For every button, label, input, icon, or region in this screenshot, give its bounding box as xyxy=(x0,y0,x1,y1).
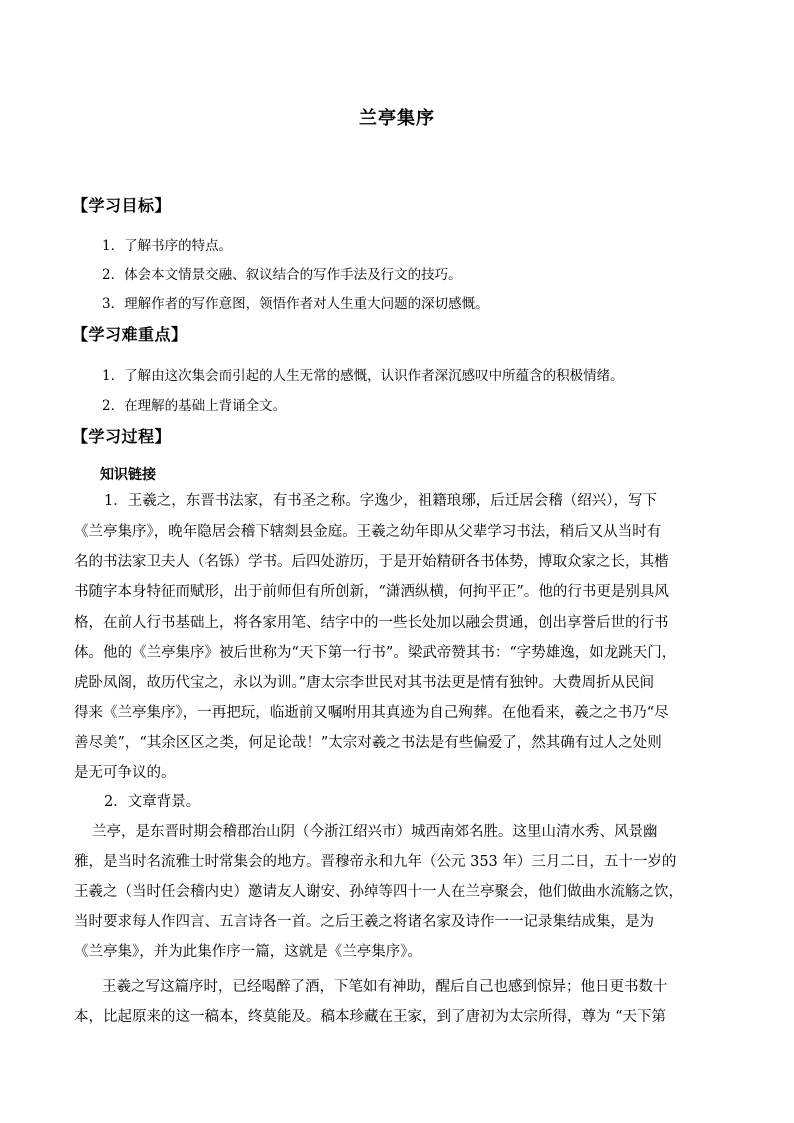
key-points-heading: 【学习难重点】 xyxy=(72,325,188,344)
key-point-item: 1．了解由这次集会而引起的人生无常的感慨，认识作者深沉感叹中所蕴含的积极情绪。 xyxy=(102,368,624,384)
background-label: 2．文章背景。 xyxy=(104,794,201,810)
process-heading: 【学习过程】 xyxy=(72,427,172,446)
knowledge-link-heading: 知识链接 xyxy=(100,467,156,483)
bio-line: 书随字本身特征而赋形，出于前师但有所创新，“潇洒纵横，何拘平正”。他的行书更是别具风 xyxy=(74,584,669,600)
page-title: 兰亭集序 xyxy=(359,108,435,129)
background-line: 兰亭，是东晋时期会稽郡治山阴（今浙江绍兴市）城西南郊名胜。这里山清水秀、风景幽 xyxy=(92,824,658,840)
bio-line: 虎卧凤阁，故历代宝之，永以为训。”唐太宗李世民对其书法更是情有独钟。大费周折从民间 xyxy=(74,675,655,691)
writing-line: 王羲之写这篇序时，已经喝醉了酒，下笔如有神助，醒后自己也感到惊异；他日更书数十 xyxy=(102,979,668,995)
objective-item: 3．理解作者的写作意图，领悟作者对人生重大问题的深切感慨。 xyxy=(102,296,489,312)
background-line: 雅，是当时名流雅士时常集会的地方。晋穆帝永和九年（公元 353 年）三月二日，五十一岁的 xyxy=(74,854,677,870)
bio-line: 1．王羲之，东晋书法家，有书圣之称。字逸少，祖籍琅琊，后迁居会稽（绍兴），写下 xyxy=(104,493,657,509)
background-line: 当时要求每人作四言、五言诗各一首。之后王羲之将诸名家及诗作一一记录集结成集，是为 xyxy=(74,914,654,930)
background-line: 《兰亭集》，并为此集作序一篇，这就是《兰亭集序》。 xyxy=(74,944,422,960)
objective-item: 1．了解书序的特点。 xyxy=(102,238,233,254)
writing-line: 本，比起原来的这一稿本，终莫能及。稿本珍藏在王家，到了唐初为太宗所得，尊为 “天下第 xyxy=(74,1009,667,1025)
objective-item: 2．体会本文情景交融、叙议结合的写作手法及行文的技巧。 xyxy=(102,267,462,283)
bio-line: 体。他的《兰亭集序》被后世称为“天下第一行书”。梁武帝赞其书：“字势雄逸，如龙跳天门， xyxy=(74,645,677,661)
background-line: 王羲之（当时任会稽内史）邀请友人谢安、孙绰等四十一人在兰亭聚会，他们做曲水流觞之饮， xyxy=(74,884,683,900)
bio-line: 得来《兰亭集序》，一再把玩，临逝前又嘱咐用其真迹为自己殉葬。在他看来，羲之之书乃“尽 xyxy=(74,705,669,721)
bio-line: 是无可争议的。 xyxy=(74,765,176,781)
bio-line: 名的书法家卫夫人（名铄）学书。后四处游历，于是开始精研各书体势，博取众家之长，其楷 xyxy=(74,554,669,570)
key-point-item: 2．在理解的基础上背诵全文。 xyxy=(102,398,287,414)
bio-line: 善尽美”，“其余区区之类，何足论哉！”太宗对羲之书法是有些偏爱了，然其确有过人之处则 xyxy=(74,735,662,751)
bio-line: 格，在前人行书基础上，将各家用笔、结字中的一些长处加以融会贯通，创出享誉后世的行书 xyxy=(74,615,669,631)
objectives-heading: 【学习目标】 xyxy=(72,196,172,215)
bio-line: 《兰亭集序》，晚年隐居会稽下辖剡县金庭。王羲之幼年即从父辈学习书法，稍后又从当时有 xyxy=(74,524,662,540)
